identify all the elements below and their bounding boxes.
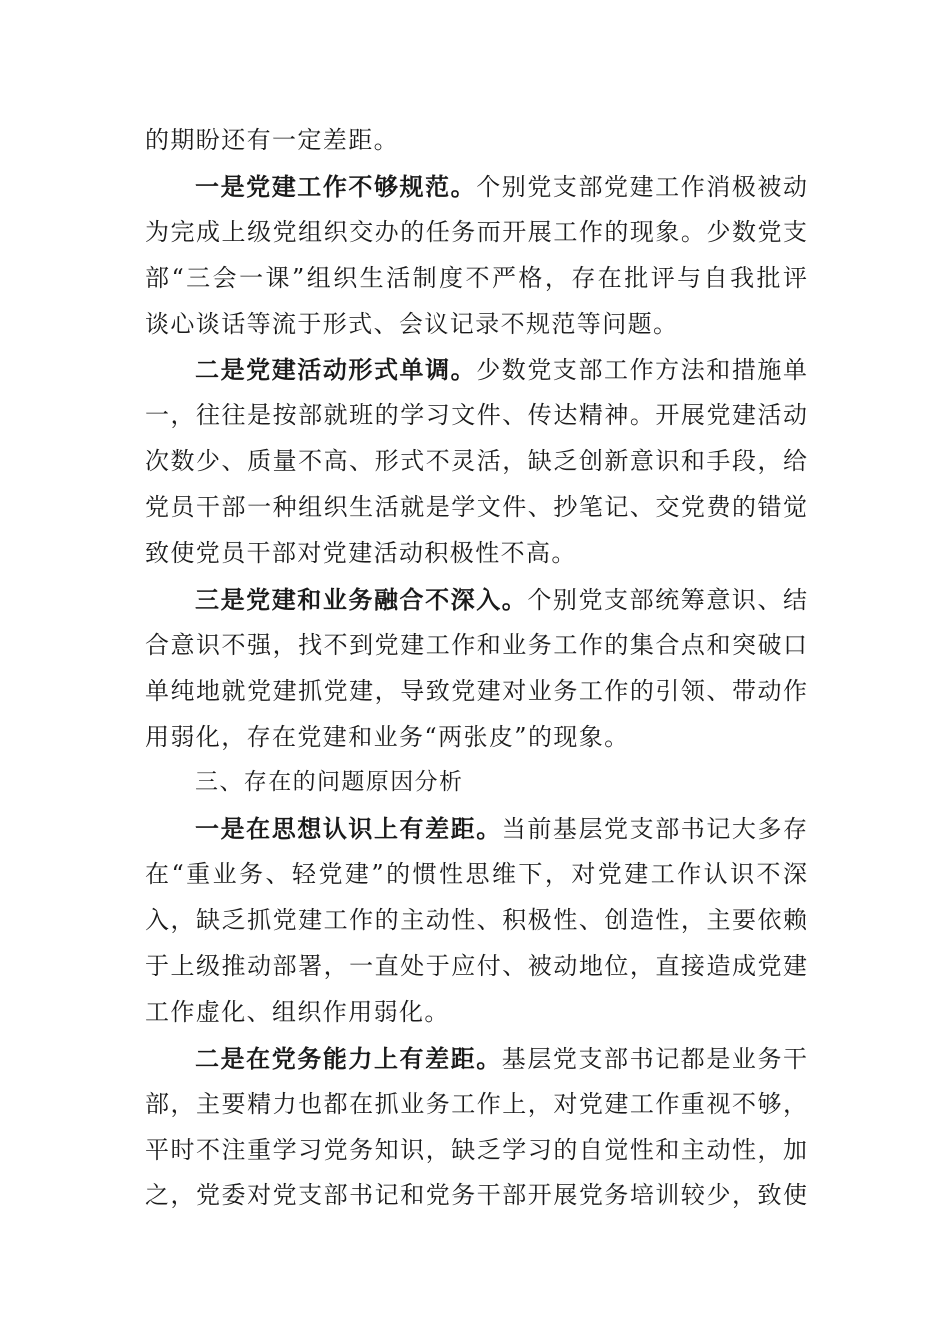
point-3-first-line xyxy=(145,577,807,623)
cause-2-first-line xyxy=(145,1036,807,1082)
cause-1-line: 入，缺乏抓党建工作的主动性、积极性、创造性，主要依赖 xyxy=(145,906,807,935)
cause-2-lead: 二是在党务能力上有差距。 xyxy=(195,1043,502,1073)
point-1-line: 部“三会一课”组织生活制度不严格，存在批评与自我批评 xyxy=(145,263,807,292)
point-3-line: 单纯地就党建抓党建，导致党建对业务工作的引领、带动作 xyxy=(145,676,807,705)
cause-2-first-rest: 基层党支部书记都是业务干 xyxy=(501,1044,807,1073)
point-2-lead: 二是党建活动形式单调。 xyxy=(195,355,477,385)
point-3-lead: 三是党建和业务融合不深入。 xyxy=(195,584,528,614)
point-1-first-rest: 个别党支部党建工作消极被动 xyxy=(476,172,807,201)
cause-2-line: 部，主要精力也都在抓业务工作上，对党建工作重视不够， xyxy=(145,1089,807,1118)
point-3-line: 合意识不强，找不到党建工作和业务工作的集合点和突破口 xyxy=(145,630,807,659)
intro-tail-line: 的期盼还有一定差距。 xyxy=(145,126,399,154)
cause-2-line: 之，党委对党支部书记和党务干部开展党务培训较少，致使 xyxy=(145,1181,807,1210)
point-3-first-rest: 个别党支部统筹意识、结 xyxy=(527,585,807,614)
point-1-lead: 一是党建工作不够规范。 xyxy=(195,171,477,201)
section-heading: 三、存在的问题原因分析 xyxy=(195,769,464,796)
point-1-line: 为完成上级党组织交办的任务而开展工作的现象。少数党支 xyxy=(145,217,807,246)
point-3-last-line: 用弱化，存在党建和业务“两张皮”的现象。 xyxy=(145,722,630,751)
cause-1-line: 于上级推动部署，一直处于应付、被动地位，直接造成党建 xyxy=(145,952,807,981)
cause-1-line: 在“重业务、轻党建”的惯性思维下，对党建工作认识不深 xyxy=(145,860,807,889)
point-2-last-line: 致使党员干部对党建活动积极性不高。 xyxy=(145,539,577,568)
cause-2-line: 平时不注重学习党务知识，缺乏学习的自觉性和主动性，加 xyxy=(145,1135,807,1164)
point-2-first-rest: 少数党支部工作方法和措施单 xyxy=(476,356,807,385)
point-1-first-line xyxy=(145,164,807,210)
document-page xyxy=(145,118,807,1219)
cause-1-first-line xyxy=(145,806,807,852)
point-1-last-line: 谈心谈话等流于形式、会议记录不规范等问题。 xyxy=(145,309,679,338)
point-2-line: 一，往往是按部就班的学习文件、传达精神。开展党建活动 xyxy=(145,401,807,430)
point-2-first-line xyxy=(145,347,807,393)
cause-1-lead: 一是在思想认识上有差距。 xyxy=(195,814,502,844)
cause-1-first-rest: 当前基层党支部书记大多存 xyxy=(501,815,807,844)
point-2-line: 党员干部一种组织生活就是学文件、抄笔记、交党费的错觉 xyxy=(145,493,807,522)
point-2-line: 次数少、质量不高、形式不灵活，缺乏创新意识和手段，给 xyxy=(145,447,807,476)
cause-1-last-line: 工作虚化、组织作用弱化。 xyxy=(145,997,450,1026)
